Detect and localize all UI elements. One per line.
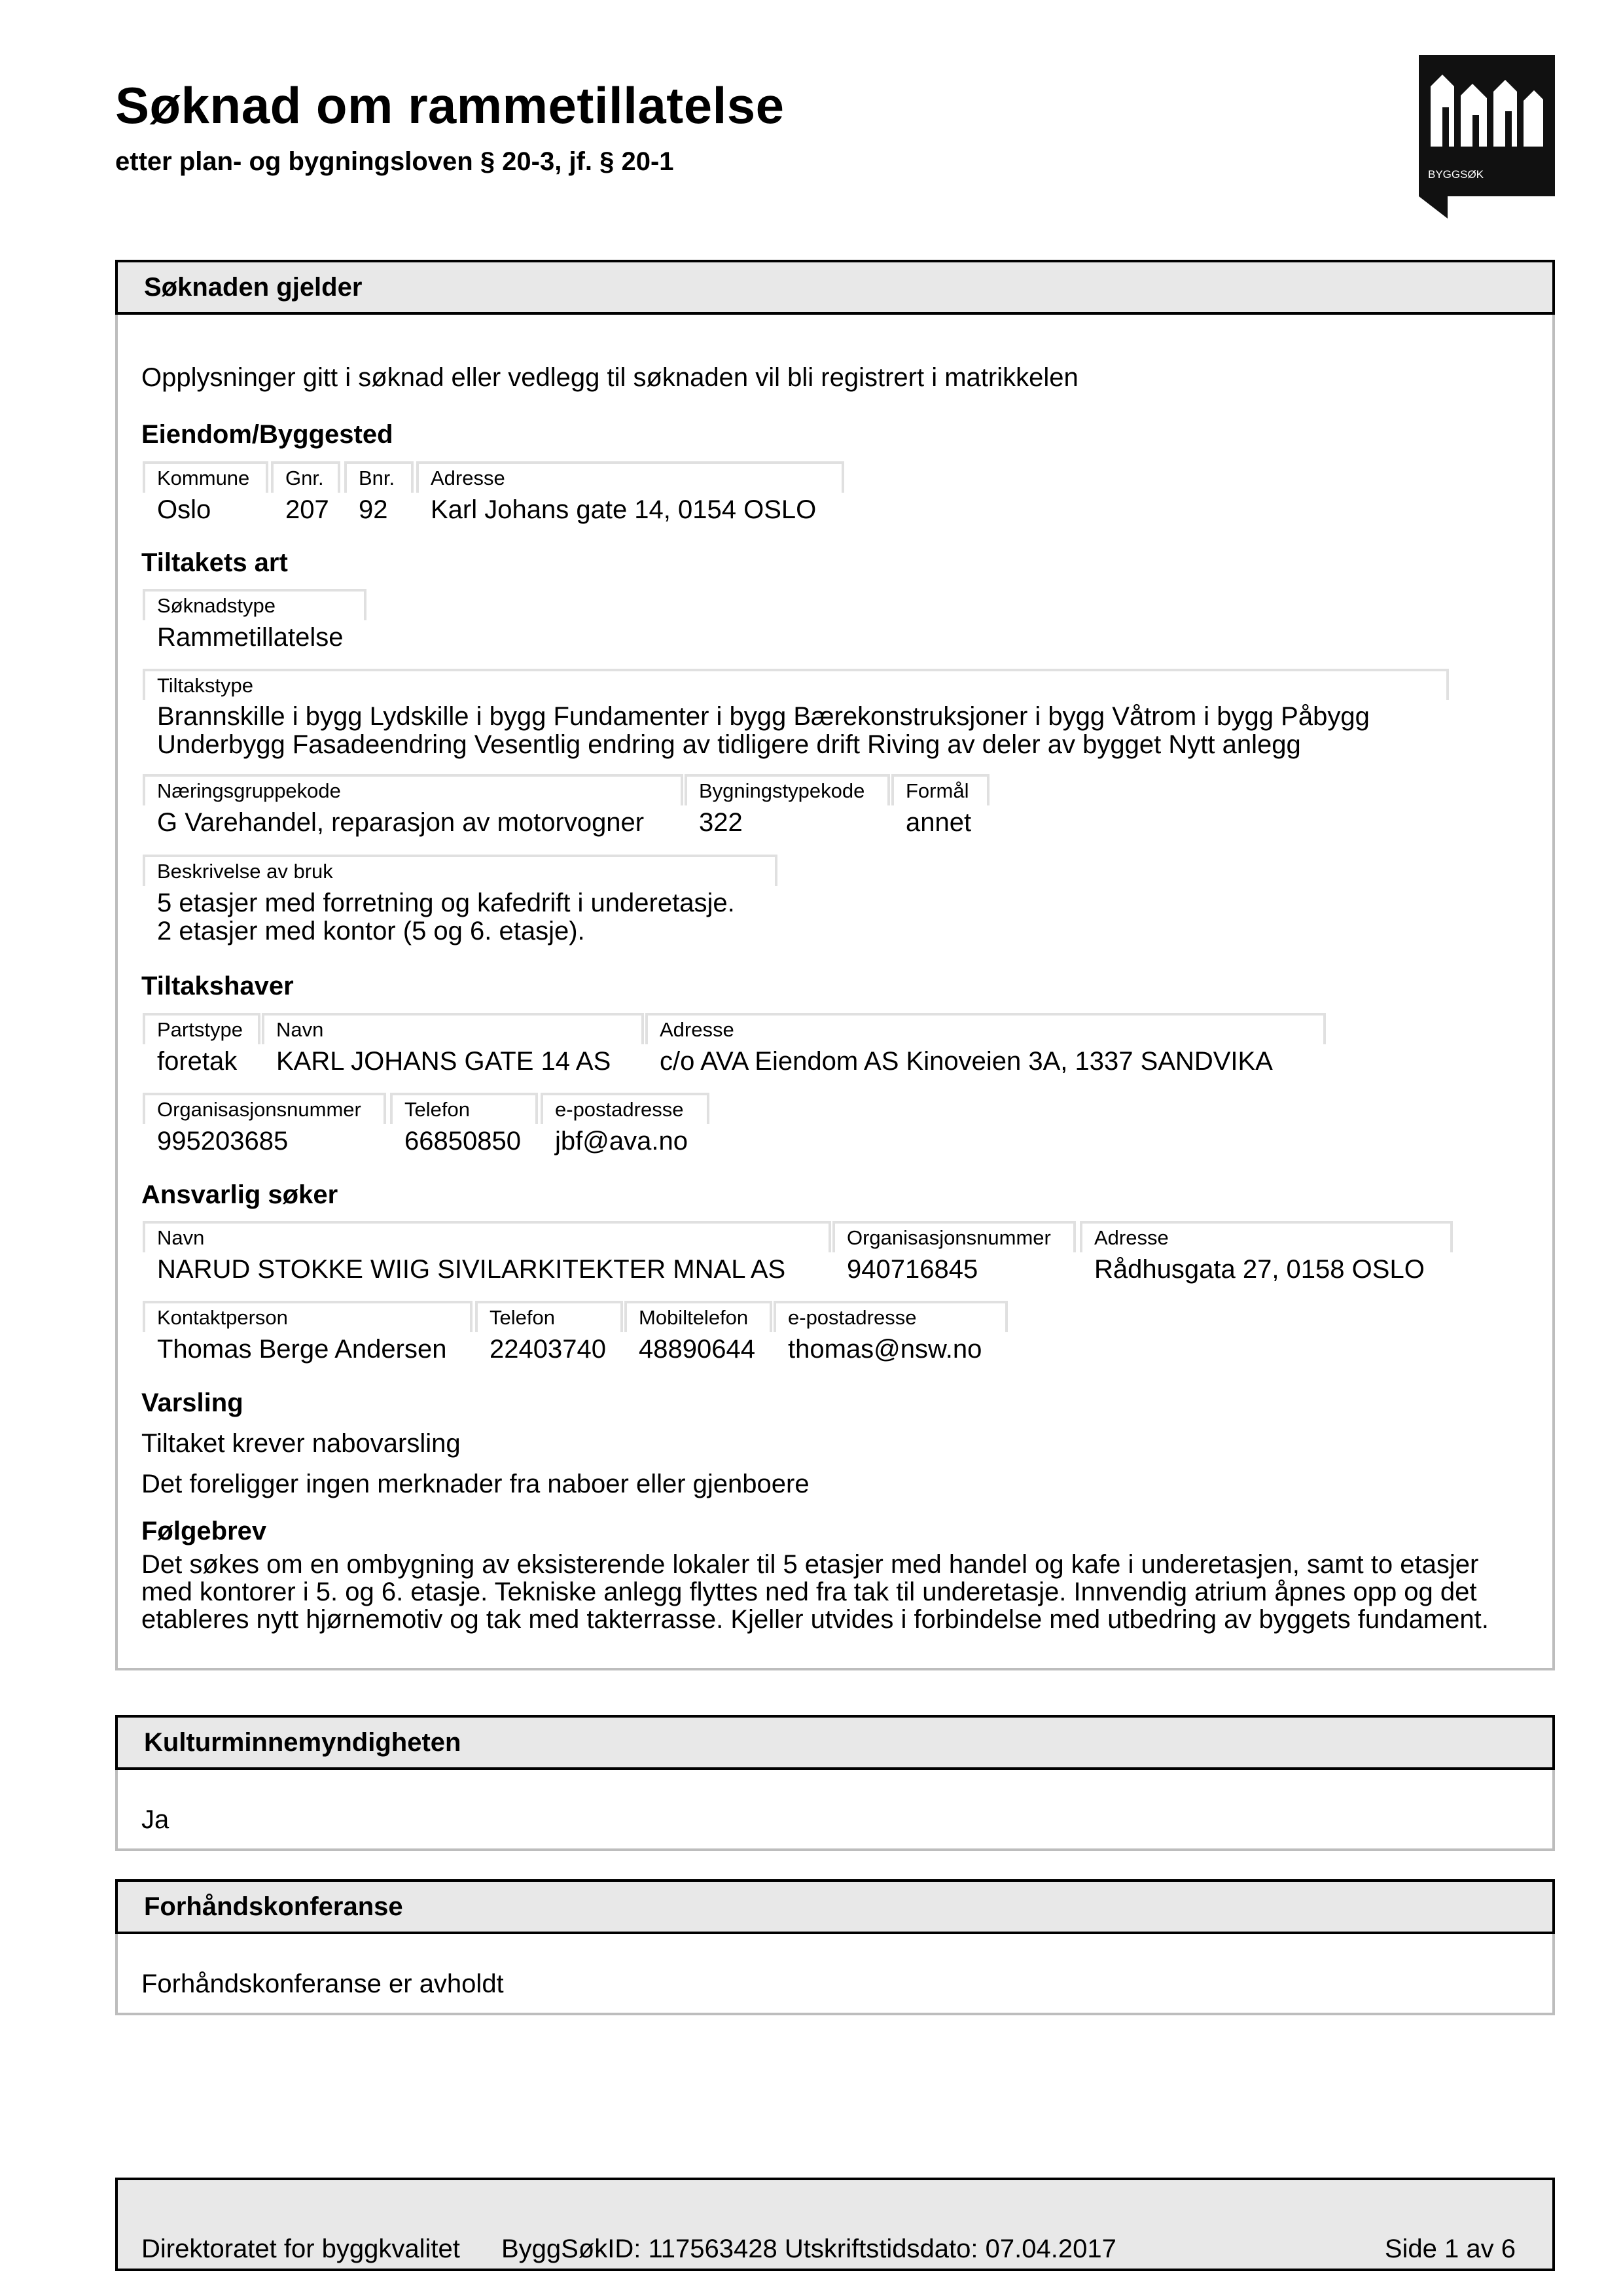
field-value: 22403740 bbox=[490, 1335, 606, 1364]
field-label: Mobiltelefon bbox=[624, 1301, 772, 1332]
field-value: c/o AVA Eiendom AS Kinoveien 3A, 1337 SANDVIKA bbox=[660, 1047, 1273, 1076]
field-value: Oslo bbox=[157, 495, 211, 524]
field-value: Brannskille i bygg Lydskille i bygg Fundamenter i bygg Bærekonstruksjoner i bygg Våtrom i bygg Påbygg Underbygg Fasadeendring Vesentlig endring av tidligere drift Riving av deler av bygget Nytt anlegg bbox=[157, 702, 1370, 759]
field-label: Adresse bbox=[1080, 1221, 1453, 1252]
field-value-line-1: 5 etasjer med forretning og kafedrift i underetasje. bbox=[157, 889, 735, 917]
page-footer bbox=[115, 2178, 1555, 2271]
field-value: KARL JOHANS GATE 14 AS bbox=[276, 1047, 611, 1076]
field-label: e-postadresse bbox=[541, 1093, 709, 1124]
field-label: Bnr. bbox=[344, 461, 414, 493]
field-value: 207 bbox=[285, 495, 329, 524]
field-value: G Varehandel, reparasjon av motorvogner bbox=[157, 808, 645, 837]
kulturminne-value: Ja bbox=[141, 1805, 169, 1834]
field-label: Partstype bbox=[143, 1013, 260, 1044]
section-header: Søknaden gjelder bbox=[115, 260, 1555, 315]
field-label: Navn bbox=[262, 1013, 644, 1044]
footer-id: ByggSøkID: 117563428 Utskriftstidsdato: 07.04.2017 bbox=[501, 2234, 1116, 2263]
field-label: Gnr. bbox=[271, 461, 340, 493]
field-value: foretak bbox=[157, 1047, 238, 1076]
ansvarlig-soker-heading: Ansvarlig søker bbox=[141, 1180, 338, 1209]
field-label: Telefon bbox=[475, 1301, 623, 1332]
field-value: annet bbox=[906, 808, 972, 837]
field-value: 322 bbox=[699, 808, 743, 837]
field-label: Organisasjonsnummer bbox=[832, 1221, 1076, 1252]
varsling-heading: Varsling bbox=[141, 1388, 243, 1417]
eiendom-heading: Eiendom/Byggested bbox=[141, 420, 393, 449]
field-value: Karl Johans gate 14, 0154 OSLO bbox=[431, 495, 817, 524]
field-value: thomas@nsw.no bbox=[788, 1335, 982, 1364]
intro-text: Opplysninger gitt i søknad eller vedlegg til søknaden vil bli registrert i matrikkelen bbox=[141, 363, 1079, 392]
tiltakets-art-heading: Tiltakets art bbox=[141, 548, 288, 577]
field-value: 92 bbox=[359, 495, 388, 524]
section-kulturminne bbox=[115, 1715, 1555, 1851]
footer-org: Direktoratet for byggkvalitet bbox=[141, 2234, 460, 2263]
field-label: Beskrivelse av bruk bbox=[143, 855, 777, 886]
field-label: Næringsgruppekode bbox=[143, 774, 683, 805]
field-label: Kontaktperson bbox=[143, 1301, 473, 1332]
field-value: 995203685 bbox=[157, 1127, 289, 1156]
field-value: 66850850 bbox=[404, 1127, 521, 1156]
section-forhandskonferanse bbox=[115, 1879, 1555, 2015]
field-value-line-2: 2 etasjer med kontor (5 og 6. etasje). bbox=[157, 917, 585, 945]
varsling-line-1: Tiltaket krever nabovarsling bbox=[141, 1429, 461, 1458]
field-label: Adresse bbox=[645, 1013, 1326, 1044]
field-label: Organisasjonsnummer bbox=[143, 1093, 386, 1124]
logo-text: BYGGSØK bbox=[1428, 168, 1484, 181]
section-header: Forhåndskonferanse bbox=[115, 1879, 1555, 1934]
field-label: Bygningstypekode bbox=[685, 774, 890, 805]
field-label: Søknadstype bbox=[143, 589, 366, 620]
field-value: Rammetillatelse bbox=[157, 623, 344, 652]
folgebrev-heading: Følgebrev bbox=[141, 1517, 267, 1545]
forhandskonferanse-value: Forhåndskonferanse er avholdt bbox=[141, 1969, 504, 1998]
field-value: 940716845 bbox=[847, 1255, 978, 1284]
field-label: Telefon bbox=[390, 1093, 538, 1124]
folgebrev-text: Det søkes om en ombygning av eksisterende lokaler til 5 etasjer med handel og kafe i underetasjen, samt to etasjer med kontorer i 5. og 6. etasje. Tekniske anlegg flyttes ned fra tak til underetasje. Innvendig atrium åpnes opp og det etableres nytt hjørnemotiv og tak med takterrasse. Kjeller utvides i forbindelse med utbedring av byggets fundament. bbox=[141, 1550, 1489, 1634]
field-label: e-postadresse bbox=[774, 1301, 1008, 1332]
section-header: Kulturminnemyndigheten bbox=[115, 1715, 1555, 1770]
field-value: 48890644 bbox=[639, 1335, 755, 1364]
field-value: Rådhusgata 27, 0158 OSLO bbox=[1094, 1255, 1425, 1284]
byggsok-logo bbox=[1419, 55, 1555, 219]
field-value: Thomas Berge Andersen bbox=[157, 1335, 447, 1364]
footer-page-number: Side 1 av 6 bbox=[1384, 2234, 1516, 2263]
field-label: Kommune bbox=[143, 461, 268, 493]
document-title: Søknad om rammetillatelse bbox=[115, 77, 785, 134]
varsling-line-2: Det foreligger ingen merknader fra naboer eller gjenboere bbox=[141, 1470, 810, 1498]
document-subtitle: etter plan- og bygningsloven § 20-3, jf. § 20-1 bbox=[115, 147, 674, 176]
tiltakshaver-heading: Tiltakshaver bbox=[141, 972, 294, 1000]
field-value: jbf@ava.no bbox=[555, 1127, 688, 1156]
field-label: Formål bbox=[891, 774, 990, 805]
field-value: NARUD STOKKE WIIG SIVILARKITEKTER MNAL AS bbox=[157, 1255, 786, 1284]
field-label: Tiltakstype bbox=[143, 669, 1449, 700]
field-label: Navn bbox=[143, 1221, 831, 1252]
field-label: Adresse bbox=[416, 461, 844, 493]
